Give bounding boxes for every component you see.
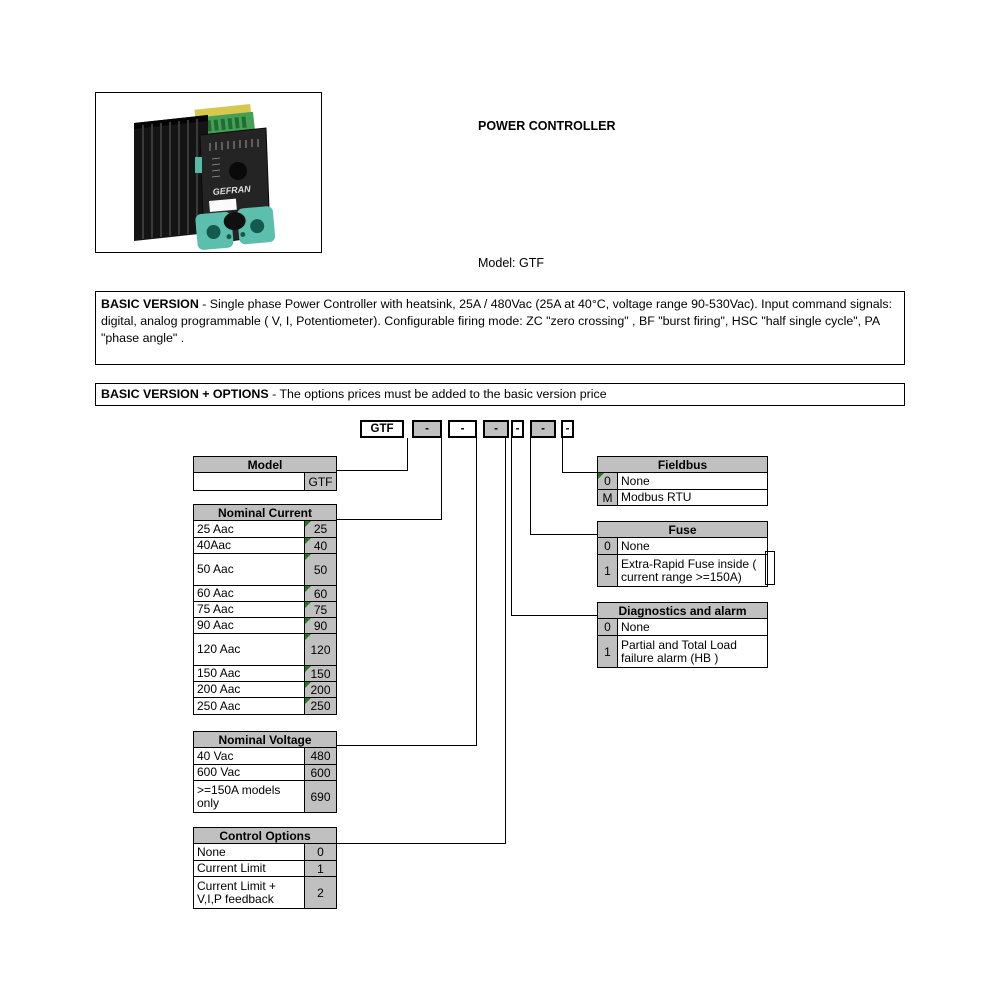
row-label: 75 Aac bbox=[194, 602, 305, 617]
table-row bbox=[194, 860, 336, 876]
row-label: 40 Vac bbox=[194, 748, 305, 764]
row-label: 150 Aac bbox=[194, 666, 305, 681]
row-value: 1 bbox=[598, 555, 618, 586]
row-value: 40 bbox=[305, 538, 336, 553]
comment-marker-icon bbox=[305, 538, 311, 544]
row-label bbox=[194, 473, 305, 490]
row-value: 600 bbox=[305, 765, 336, 780]
row-label: 250 Aac bbox=[194, 698, 305, 714]
code-box-model: GTF bbox=[360, 420, 404, 438]
table-header: Fuse bbox=[598, 522, 767, 538]
basic-version-text: - Single phase Power Controller with heatsink, 25A / 480Vac (25A at 40°C, voltage range 90-530Vac). Input command signals: digital, analog programmable ( V, I, Potentiometer). Configurable firing mode: ZC "zero crossing" , BF "burst firing", HSC "half single cycle", PA "phase angle" . bbox=[101, 297, 893, 345]
table-header: Fieldbus bbox=[598, 457, 767, 473]
code-box-control: - bbox=[483, 420, 509, 438]
table-row bbox=[194, 748, 336, 764]
comment-marker-icon bbox=[305, 618, 311, 624]
comment-marker-icon bbox=[305, 554, 311, 560]
table-row bbox=[194, 537, 336, 553]
row-label: Current Limit + V,I,P feedback bbox=[194, 877, 305, 908]
table-row bbox=[598, 554, 767, 586]
options-banner-text: - The options prices must be added to the basic version price bbox=[268, 387, 607, 401]
product-photo-frame bbox=[95, 92, 322, 253]
row-value: 50 bbox=[305, 554, 336, 585]
row-label: Partial and Total Load failure alarm (HB ) bbox=[618, 636, 767, 667]
code-box-fieldbus: - bbox=[561, 420, 574, 438]
code-box-current: - bbox=[412, 420, 442, 438]
table-row bbox=[194, 665, 336, 681]
row-label: Modbus RTU bbox=[618, 490, 767, 505]
table-row bbox=[194, 521, 336, 537]
table-row bbox=[194, 617, 336, 633]
row-value: 250 bbox=[305, 698, 336, 714]
table-row bbox=[194, 697, 336, 714]
brand-text: GEFRAN bbox=[212, 183, 252, 197]
row-value: 60 bbox=[305, 586, 336, 601]
row-value: 75 bbox=[305, 602, 336, 617]
table-row bbox=[598, 538, 767, 554]
table-row bbox=[194, 780, 336, 812]
row-label: None bbox=[618, 619, 767, 635]
comment-marker-icon bbox=[305, 682, 311, 688]
fuse-table bbox=[597, 521, 768, 587]
table-row bbox=[194, 473, 336, 490]
row-label: Extra-Rapid Fuse inside ( current range >=150A) bbox=[618, 555, 767, 586]
row-value: 480 bbox=[305, 748, 336, 764]
comment-marker-icon bbox=[305, 602, 311, 608]
table-header: Model bbox=[194, 457, 336, 473]
table-row bbox=[598, 489, 767, 505]
nominal-voltage-table bbox=[193, 731, 337, 813]
options-banner bbox=[95, 383, 905, 406]
code-box-voltage: - bbox=[448, 420, 477, 438]
connector-line bbox=[562, 438, 563, 473]
table-header: Control Options bbox=[194, 828, 336, 844]
row-value: 1 bbox=[598, 636, 618, 667]
connector-line bbox=[337, 519, 442, 520]
model-table bbox=[193, 456, 337, 491]
table-row bbox=[194, 844, 336, 860]
connector-line bbox=[505, 438, 506, 844]
fuse-note-box bbox=[765, 551, 775, 585]
comment-marker-icon bbox=[305, 698, 311, 704]
row-label: 50 Aac bbox=[194, 554, 305, 585]
row-label: None bbox=[194, 844, 305, 860]
row-label: None bbox=[618, 473, 767, 489]
row-label: 25 Aac bbox=[194, 521, 305, 537]
table-row bbox=[598, 473, 767, 489]
table-row bbox=[194, 764, 336, 780]
connector-line bbox=[562, 472, 598, 473]
code-box-diagnostics: - bbox=[511, 420, 524, 438]
connector-line bbox=[530, 438, 531, 535]
row-value: 0 bbox=[598, 538, 618, 554]
nominal-current-table bbox=[193, 504, 337, 715]
connector-line bbox=[337, 745, 477, 746]
row-label: 200 Aac bbox=[194, 682, 305, 697]
table-row bbox=[194, 633, 336, 665]
row-value: 0 bbox=[598, 473, 618, 489]
row-value: 0 bbox=[598, 619, 618, 635]
row-value: 25 bbox=[305, 521, 336, 537]
row-value: M bbox=[598, 490, 618, 505]
connector-line bbox=[337, 843, 506, 844]
comment-marker-icon bbox=[305, 666, 311, 672]
basic-version-description bbox=[95, 291, 905, 365]
row-value: 0 bbox=[305, 844, 336, 860]
diagnostics-table bbox=[597, 602, 768, 668]
comment-marker-icon bbox=[305, 521, 311, 527]
row-value: 690 bbox=[305, 781, 336, 812]
table-row bbox=[598, 619, 767, 635]
table-header: Diagnostics and alarm bbox=[598, 603, 767, 619]
code-box-fuse: - bbox=[530, 420, 556, 438]
row-value: 120 bbox=[305, 634, 336, 665]
row-value: GTF bbox=[305, 473, 336, 490]
row-label: 60 Aac bbox=[194, 586, 305, 601]
table-header: Nominal Current bbox=[194, 505, 336, 521]
row-label: None bbox=[618, 538, 767, 554]
connector-line bbox=[476, 438, 477, 746]
connector-line bbox=[511, 615, 598, 616]
comment-marker-icon bbox=[598, 473, 604, 479]
connector-line bbox=[441, 438, 442, 520]
fieldbus-table bbox=[597, 456, 768, 506]
row-label: 90 Aac bbox=[194, 618, 305, 633]
table-row bbox=[194, 681, 336, 697]
table-row bbox=[598, 635, 767, 667]
row-value: 150 bbox=[305, 666, 336, 681]
connector-line bbox=[530, 534, 598, 535]
basic-version-label: BASIC VERSION bbox=[101, 297, 199, 311]
table-row bbox=[194, 601, 336, 617]
row-value: 200 bbox=[305, 682, 336, 697]
model-label: Model: GTF bbox=[478, 256, 544, 270]
row-label: Current Limit bbox=[194, 861, 305, 876]
power-controller-photo bbox=[96, 93, 321, 252]
table-row bbox=[194, 585, 336, 601]
control-options-table bbox=[193, 827, 337, 909]
comment-marker-icon bbox=[305, 586, 311, 592]
connector-line bbox=[407, 438, 408, 471]
connector-line bbox=[511, 438, 512, 616]
table-row bbox=[194, 876, 336, 908]
table-header: Nominal Voltage bbox=[194, 732, 336, 748]
row-label: 600 Vac bbox=[194, 765, 305, 780]
connector-line bbox=[337, 470, 408, 471]
table-row bbox=[194, 553, 336, 585]
row-value: 90 bbox=[305, 618, 336, 633]
row-value: 1 bbox=[305, 861, 336, 876]
row-label: 40Aac bbox=[194, 538, 305, 553]
page-title: POWER CONTROLLER bbox=[478, 119, 616, 133]
row-value: 2 bbox=[305, 877, 336, 908]
row-label: >=150A models only bbox=[194, 781, 305, 812]
options-banner-label: BASIC VERSION + OPTIONS bbox=[101, 387, 269, 401]
row-label: 120 Aac bbox=[194, 634, 305, 665]
comment-marker-icon bbox=[305, 634, 311, 640]
